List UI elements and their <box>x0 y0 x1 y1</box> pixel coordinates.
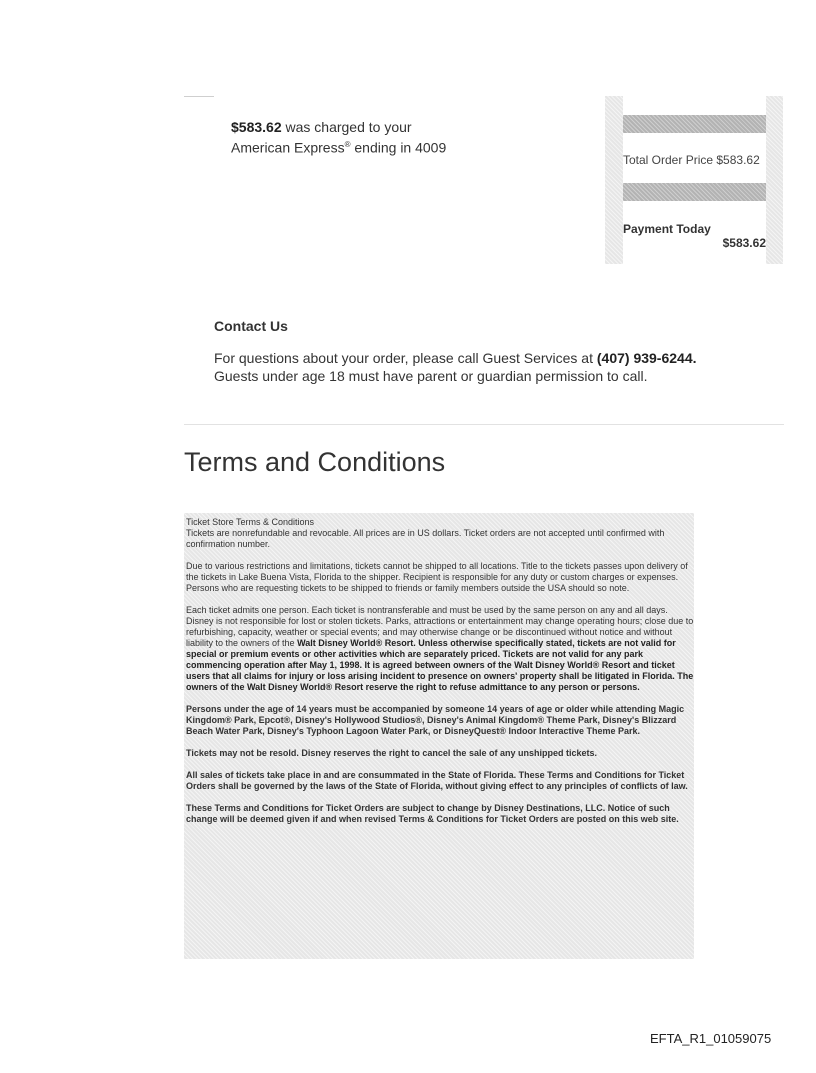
terms-paragraph-4: Persons under the age of 14 years must be accompanied by someone 14 years of age or older while attending Magic Kingdom® Park, Epcot®, Disney's Hollywood Studios®, Disney's Animal Kingdom® Theme Park, Disney's Blizzard Beach Water Park, Disney's Typhoon Lagoon Water Park, or DisneyQuest® Indoor Interactive Theme Park. <box>186 704 685 736</box>
document-id: EFTA_R1_01059075 <box>650 1031 772 1046</box>
terms-paragraph-7: These Terms and Conditions for Ticket Orders are subject to change by Disney Destinations, LLC. Notice of such change will be deemed given if and when revised Terms & Conditions for Ticket Orders are posted on this web site. <box>186 803 679 824</box>
order-summary-panel <box>605 96 783 264</box>
terms-paragraph-2: Due to various restrictions and limitations, tickets cannot be shipped to all locations. Title to the tickets passes upon delivery of the tickets in Lake Buena Vista, Florida to the shipper. Recipient is responsible for any duty or custom charges or expenses. Persons who are requesting tickets to be shipped to friends or family members outside the USA should so note. <box>186 561 688 593</box>
terms-content <box>186 517 696 836</box>
contact-message <box>214 349 774 385</box>
terms-store-title: Ticket Store Terms & Conditions <box>186 517 315 527</box>
contact-line2: Guests under age 18 must have parent or guardian permission to call. <box>214 368 648 384</box>
card-name: American Express <box>231 139 345 156</box>
charged-text: was charged to your <box>281 119 412 135</box>
terms-paragraph-1: Tickets are nonrefundable and revocable. All prices are in US dollars. Ticket orders are not accepted until confirmed with confirmation number. <box>186 528 665 549</box>
total-label: Total Order Price <box>623 153 714 167</box>
card-ending: ending in 4009 <box>350 139 447 156</box>
payment-today-label: Payment Today <box>623 222 711 236</box>
payment-today-value: $583.62 <box>722 236 766 250</box>
payment-charge-message <box>231 118 446 157</box>
terms-heading: Terms and Conditions <box>184 447 446 477</box>
section-divider <box>184 424 784 425</box>
terms-paragraph-6: All sales of tickets take place in and are consummated in the State of Florida. These Terms and Conditions for Ticket Orders shall be governed by the laws of the State of Florida, without giving effect to any principles of conflicts of law. <box>186 770 688 791</box>
contact-title: Contact Us <box>214 318 288 334</box>
terms-panel <box>184 513 694 959</box>
terms-paragraph-5: Tickets may not be resold. Disney reserves the right to cancel the sale of any unshipped tickets. <box>186 748 597 758</box>
charged-amount: $583.62 <box>231 119 282 135</box>
total-value: $583.62 <box>716 153 760 167</box>
order-summary-content <box>623 96 766 264</box>
total-order-price <box>623 153 760 167</box>
summary-header-bar <box>623 115 766 133</box>
guest-services-phone[interactable]: (407) 939-6244. <box>596 350 697 366</box>
contact-line1: For questions about your order, please call Guest Services at <box>214 350 597 366</box>
top-divider <box>184 96 214 97</box>
registered-mark: ® <box>344 140 351 149</box>
terms-paragraph-3-bold: Walt Disney World® Resort. Unless otherwise specifically stated, tickets are not valid for special or premium events or other activities which are separately priced. Tickets are not valid for any park commencing operation after May 1, 1998. It is agreed between owners of the Walt Disney World® Resort and ticket users that all claims for injury or loss arising incident to presence on owners' property shall be litigated in Florida. The owners of the Walt Disney World® Resort reserve the right to refuse admittance to any person or persons. <box>186 638 694 692</box>
terms-paragraph-3: Each ticket admits one person. Each ticket is nontransferable and must be used by the same person on any and all days. Disney is not responsible for lost or stolen tickets. Parks, attractions or entertainment may change operating hours; close due to refurbishing, capacity, weather or special events; and may otherwise change or be discontinued without notice and without liability to the owners of the <box>186 605 694 648</box>
summary-divider-bar <box>623 183 766 201</box>
